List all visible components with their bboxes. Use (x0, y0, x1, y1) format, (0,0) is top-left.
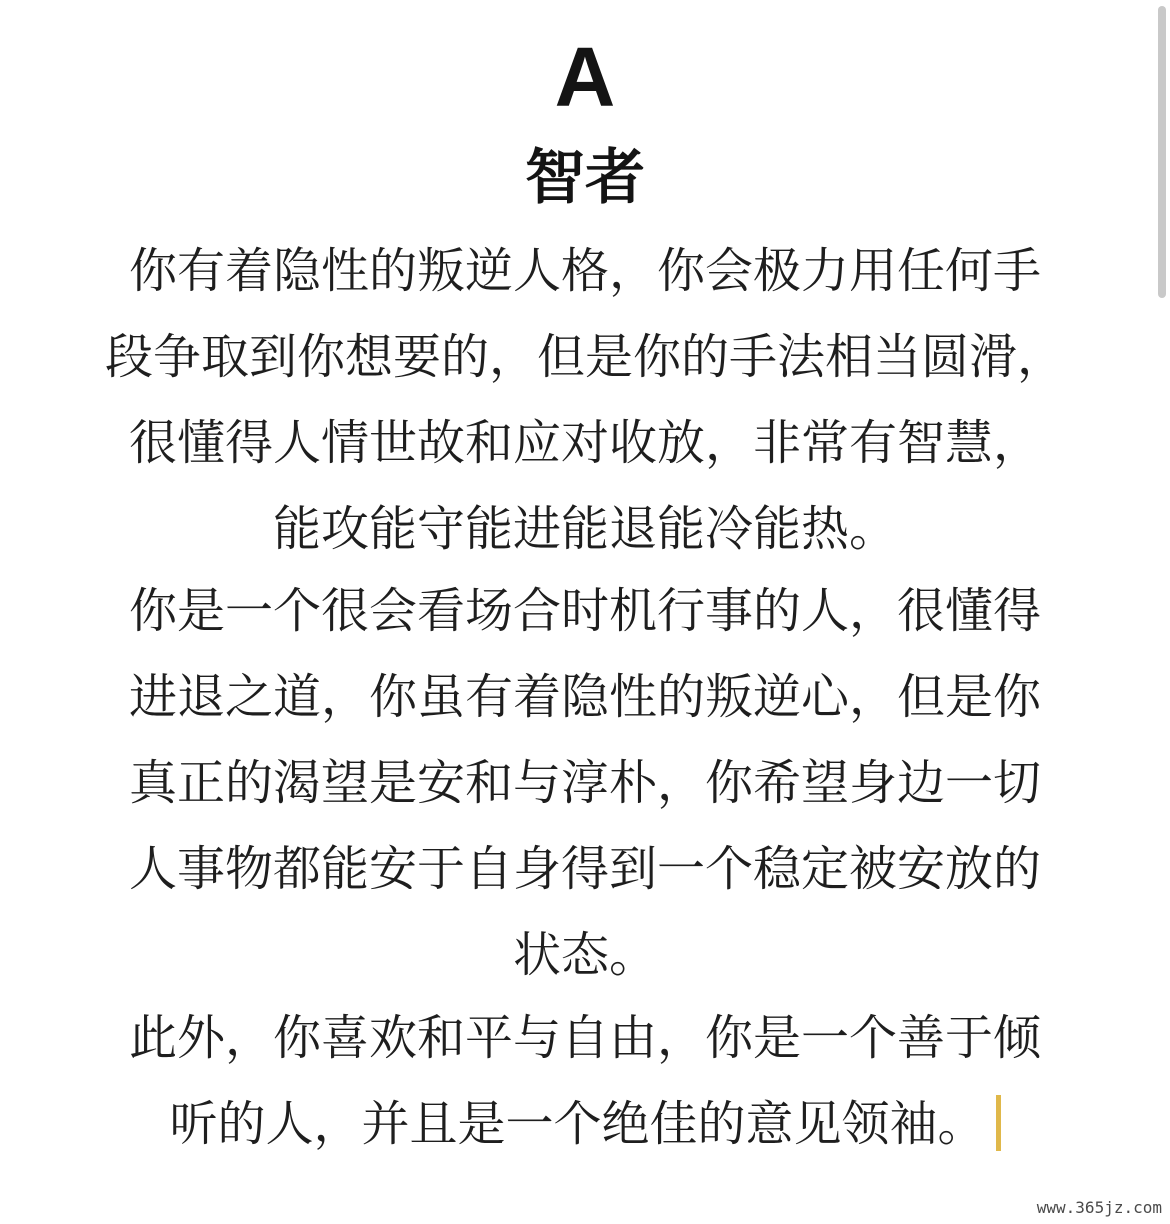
paragraph-3 (0, 995, 1170, 1167)
text-line: 你有着隐性的叛逆人格，你会极力用任何手 (128, 243, 1041, 299)
paragraph-1 (0, 228, 1170, 572)
text-line: 人事物都能安于自身得到一个稳定被安放的 (128, 841, 1041, 897)
text-line: 进退之道，你虽有着隐性的叛逆心，但是你 (128, 669, 1041, 725)
scrollbar-thumb[interactable] (1158, 6, 1166, 298)
text-line: 你是一个很会看场合时机行事的人，很懂得 (128, 583, 1041, 639)
paragraph-2 (0, 568, 1170, 998)
text-line-last (0, 1081, 1170, 1167)
text-line: 很懂得人情世故和应对收放，非常有智慧， (128, 415, 1041, 471)
watermark: www.365jz.com (1036, 1198, 1162, 1217)
text-line-content: 听的人，并且是一个绝佳的意见领袖。 (169, 1096, 986, 1152)
text-line: 状态。 (512, 927, 657, 983)
text-line: 此外，你喜欢和平与自由，你是一个善于倾 (128, 1010, 1041, 1066)
text-line: 真正的渴望是安和与淳朴，你希望身边一切 (128, 755, 1041, 811)
text-cursor (996, 1095, 1001, 1151)
type-letter: A (554, 30, 616, 124)
text-line: 能攻能守能进能退能冷能热。 (272, 501, 897, 557)
text-line: 段争取到你想要的，但是你的手法相当圆滑， (104, 329, 1065, 385)
type-title: 智者 (525, 143, 645, 213)
